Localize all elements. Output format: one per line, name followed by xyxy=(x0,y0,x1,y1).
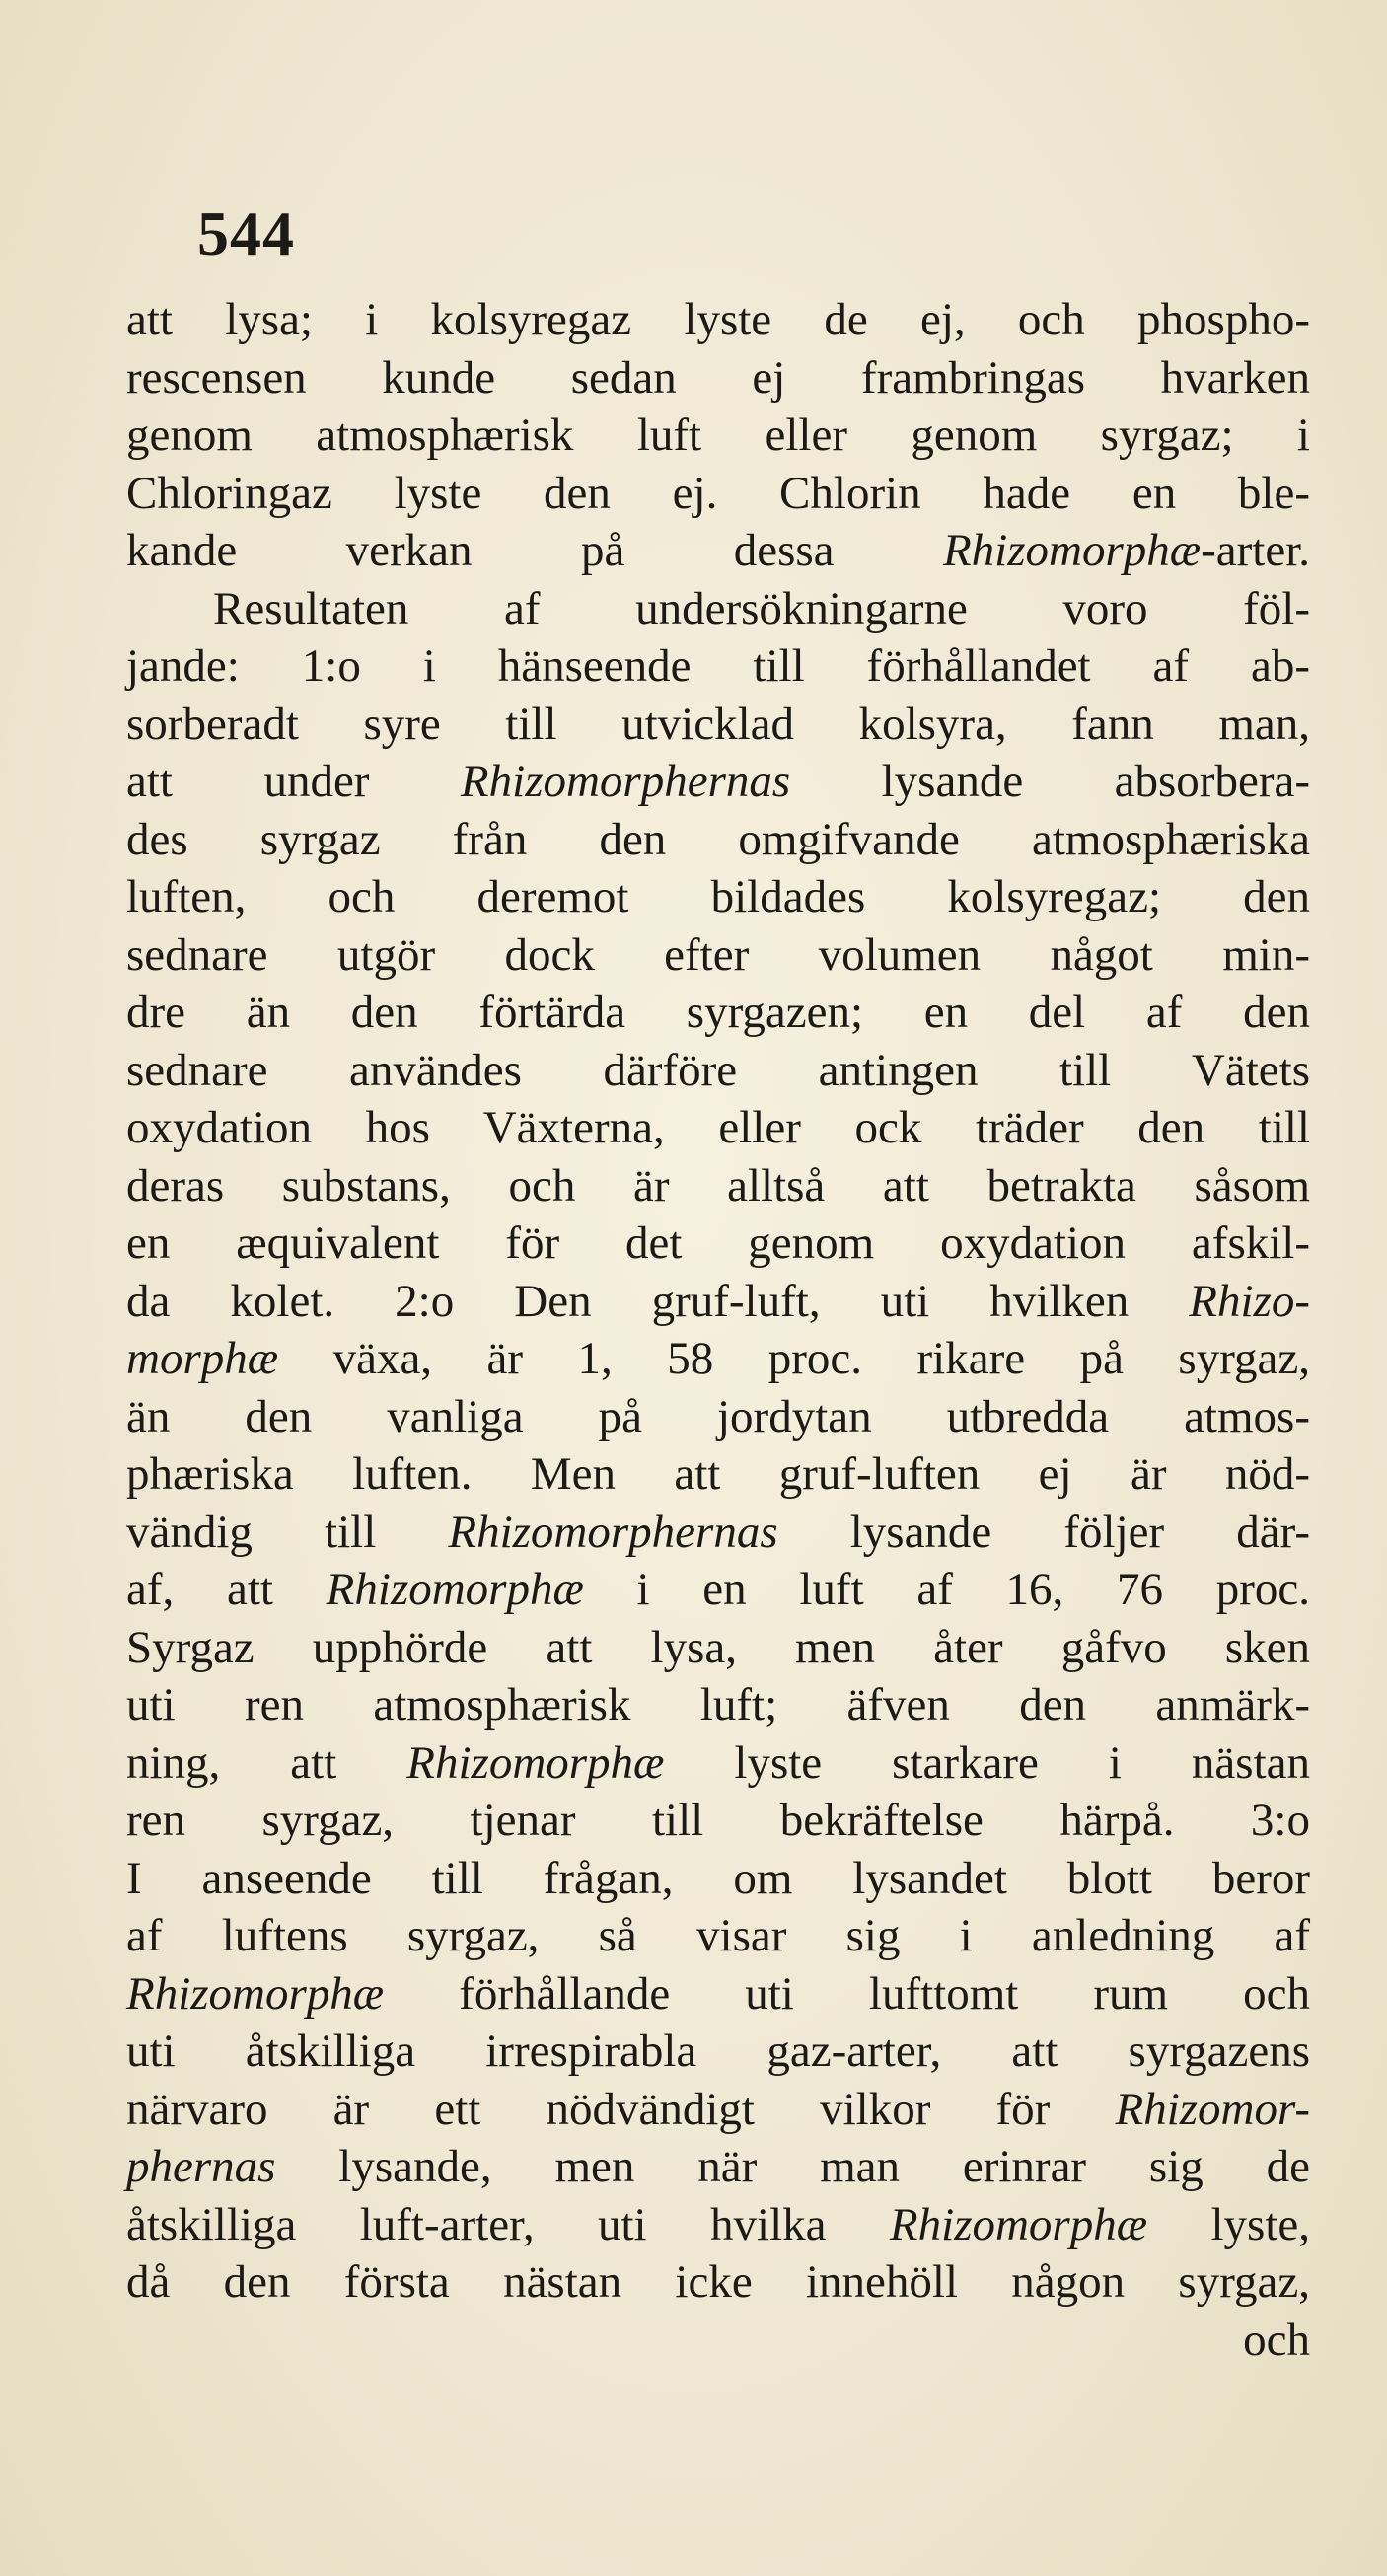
text-line xyxy=(126,1965,1310,2024)
text-line xyxy=(126,2081,1310,2139)
text-segment: I anseende till frågan, om lysandet blott beror xyxy=(126,1852,1310,1904)
italic-term: Rhizomorphæ xyxy=(942,525,1202,576)
text-segment: da kolet. 2:o Den gruf-luft, uti hvilken xyxy=(126,1275,1190,1327)
text-segment: närvaro är ett nödvändigt vilkor för xyxy=(126,2083,1116,2135)
text-line xyxy=(126,1157,1310,1215)
text-segment: ning, att xyxy=(126,1736,407,1789)
text-segment: oxydation hos Växterna, eller ock träder den till xyxy=(126,1102,1310,1153)
text-line xyxy=(126,406,1310,465)
text-segment: des syrgaz från den omgifvande atmosphæriska xyxy=(126,813,1310,865)
text-segment: luften, och deremot bildades kolsyregaz; den xyxy=(126,871,1310,922)
italic-term: Rhizomorphæ xyxy=(126,1967,385,2020)
text-line xyxy=(126,2023,1310,2081)
text-line xyxy=(126,1619,1310,1677)
text-line xyxy=(126,1042,1310,1100)
text-segment: -arter. xyxy=(1201,525,1310,576)
text-segment: att lysa; i kolsyregaz lyste de ej, och phospho- xyxy=(126,294,1310,345)
text-line xyxy=(126,1330,1310,1388)
text-line xyxy=(126,1388,1310,1446)
text-segment: af luftens syrgaz, så visar sig i anledning af xyxy=(126,1910,1310,1961)
text-segment: Chloringaz lyste den ej. Chlorin hade en ble- xyxy=(126,467,1310,519)
text-segment: lyste, xyxy=(1147,2198,1310,2250)
text-segment: att under xyxy=(126,756,461,807)
text-segment: lysande absorbera- xyxy=(790,756,1310,807)
text-segment: förhållande uti lufttomt rum och xyxy=(384,1967,1310,2020)
text-segment: af, att xyxy=(126,1564,327,1615)
text-line xyxy=(126,522,1310,580)
text-segment: vändig till xyxy=(126,1506,449,1558)
text-segment: uti ren atmosphærisk luft; äfven den anmärk- xyxy=(126,1679,1310,1730)
text-segment: sednare användes därföre antingen till Vätets xyxy=(126,1044,1310,1096)
text-line xyxy=(126,1099,1310,1157)
text-line xyxy=(126,580,1310,638)
text-segment: dre än den förtärda syrgazen; en del af den xyxy=(126,987,1310,1038)
text-line xyxy=(126,1676,1310,1734)
italic-term: Rhizo- xyxy=(1189,1275,1310,1327)
text-line xyxy=(126,2196,1310,2254)
italic-term: phernas xyxy=(126,2141,276,2192)
text-line xyxy=(126,753,1310,811)
text-segment: en æquivalent för det genom oxydation afskil- xyxy=(126,1217,1310,1269)
text-segment: kande verkan på dessa xyxy=(126,525,943,576)
text-line xyxy=(126,1734,1310,1793)
text-segment: genom atmosphærisk luft eller genom syrgaz; i xyxy=(126,409,1310,461)
italic-term: Rhizomorphernas xyxy=(448,1506,778,1558)
italic-term: Rhizomorphæ xyxy=(406,1736,665,1789)
italic-term: Rhizomorphæ xyxy=(326,1564,584,1615)
text-segment: i en luft af 16, 76 proc. xyxy=(583,1564,1310,1615)
text-line xyxy=(126,349,1310,407)
text-segment: phæriska luften. Men att gruf-luften ej är nöd- xyxy=(126,1448,1310,1500)
text-line xyxy=(126,1273,1310,1331)
text-line xyxy=(126,868,1310,926)
text-line xyxy=(126,1214,1310,1273)
text-segment: då den första nästan icke innehöll någon syrgaz, xyxy=(126,2256,1310,2308)
text-segment: lysande, men när man erinrar sig de xyxy=(275,2141,1310,2192)
text-segment: lyste starkare i nästan xyxy=(664,1736,1310,1789)
text-segment: rescensen kunde sedan ej frambringas hvarken xyxy=(126,351,1310,404)
text-line xyxy=(126,2312,1310,2370)
text-line xyxy=(126,1850,1310,1908)
text-segment: jande: 1:o i hänseende till förhållandet af ab- xyxy=(126,640,1310,692)
text-segment: ren syrgaz, tjenar till bekräftelse härpå. 3:o xyxy=(126,1795,1310,1846)
text-segment: Syrgaz upphörde att lysa, men åter gåfvo sken xyxy=(126,1621,1310,1673)
text-segment: sednare utgör dock efter volumen något min- xyxy=(126,928,1310,981)
text-segment: och xyxy=(1243,2314,1310,2366)
text-segment: åtskilliga luft-arter, uti hvilka xyxy=(126,2198,890,2250)
page-number: 544 xyxy=(197,198,295,268)
text-line xyxy=(126,2138,1310,2196)
text-segment: lysande följer där- xyxy=(777,1506,1311,1558)
text-segment: uti åtskilliga irrespirabla gaz-arter, att syrgazens xyxy=(126,2025,1310,2077)
text-line xyxy=(126,1792,1310,1850)
text-line xyxy=(126,465,1310,523)
text-line xyxy=(126,637,1310,696)
text-line xyxy=(126,1504,1310,1562)
text-line xyxy=(126,291,1310,349)
italic-term: Rhizomor- xyxy=(1115,2083,1310,2135)
text-line xyxy=(126,2253,1310,2312)
text-line xyxy=(126,811,1310,869)
text-segment: sorberadt syre till utvicklad kolsyra, fann man, xyxy=(126,698,1310,750)
text-line xyxy=(126,1561,1310,1619)
text-line xyxy=(126,1907,1310,1965)
body-text xyxy=(126,291,1310,2369)
italic-term: Rhizomorphæ xyxy=(889,2198,1148,2250)
italic-term: morphæ xyxy=(126,1333,279,1384)
text-line xyxy=(126,984,1310,1042)
text-segment: än den vanliga på jordytan utbredda atmos- xyxy=(126,1390,1310,1442)
text-line xyxy=(126,926,1310,985)
text-segment: deras substans, och är alltså att betrakta såsom xyxy=(126,1159,1310,1212)
text-line xyxy=(126,696,1310,754)
italic-term: Rhizomorphernas xyxy=(460,756,791,807)
text-segment: Resultaten af undersökningarne voro föl- xyxy=(213,582,1310,634)
text-segment: växa, är 1, 58 proc. rikare på syrgaz, xyxy=(278,1333,1310,1384)
text-line xyxy=(126,1445,1310,1504)
